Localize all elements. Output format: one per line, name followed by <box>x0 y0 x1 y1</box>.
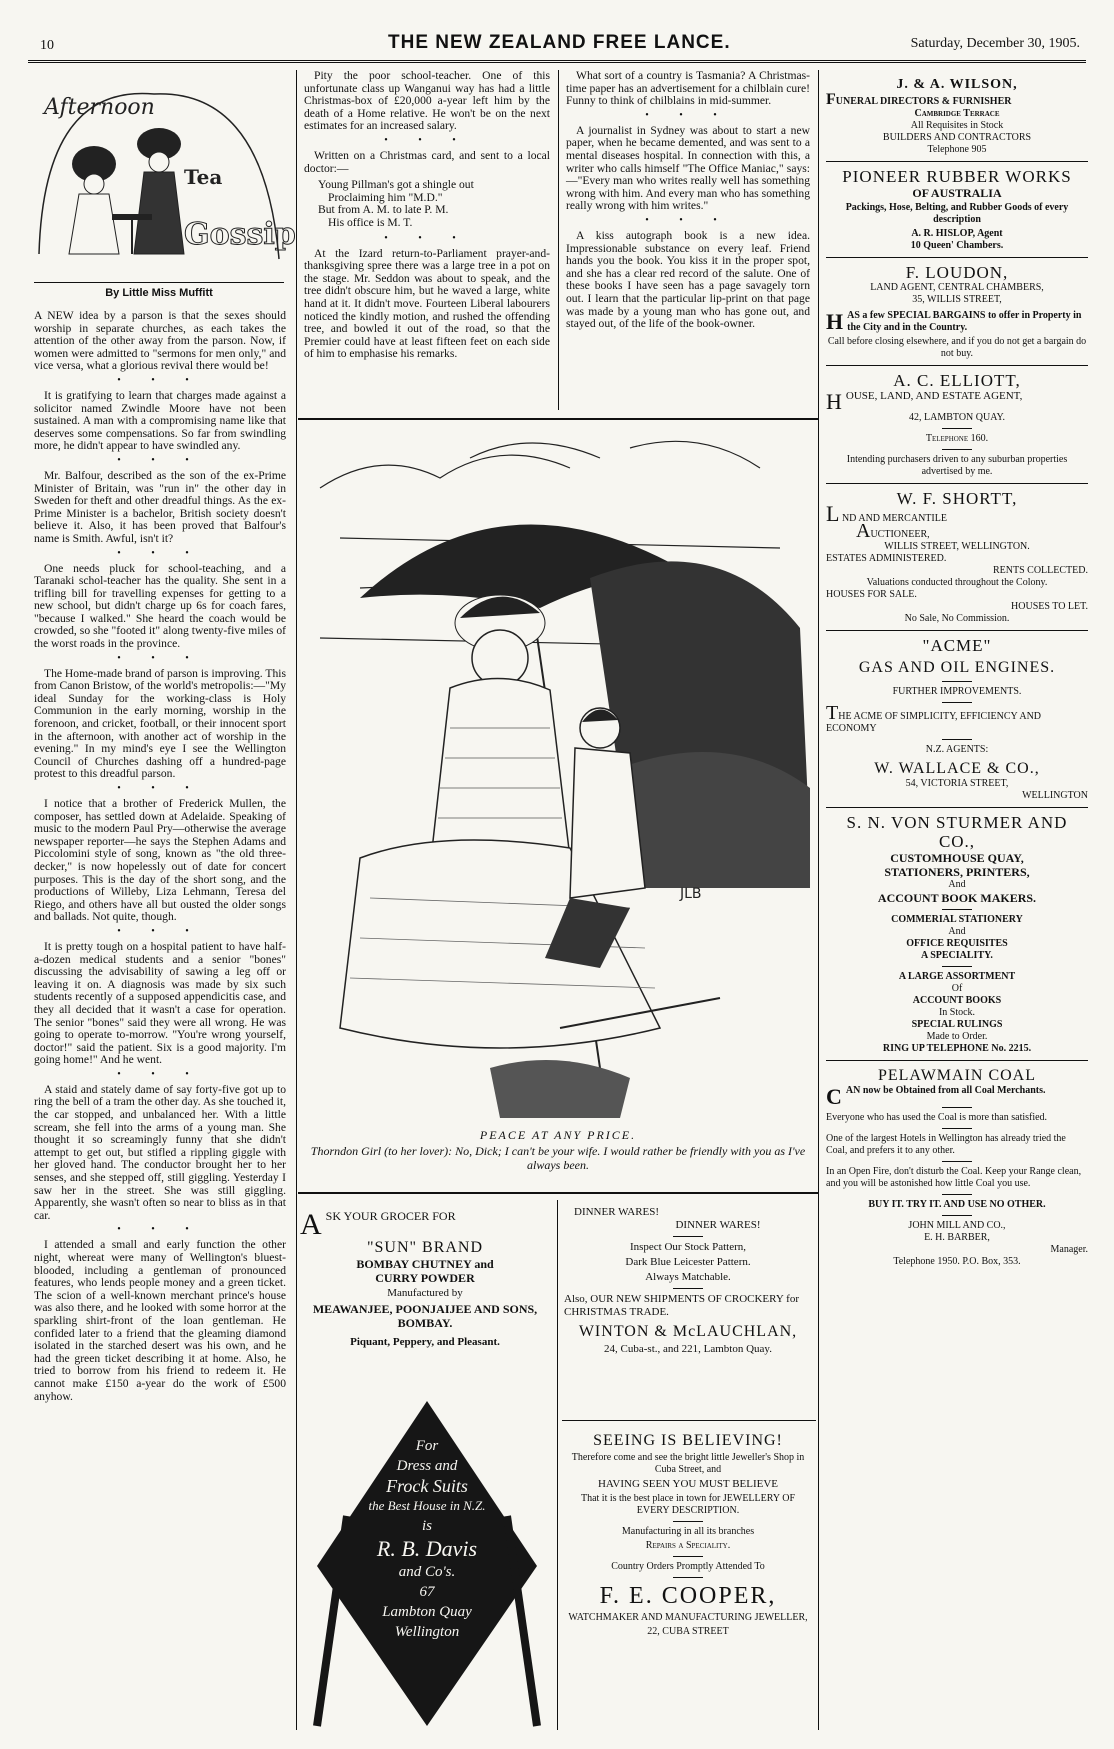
shortt-l5: RENTS COLLECTED. <box>993 565 1088 576</box>
byline: By Little Miss Muffitt <box>105 287 213 299</box>
cooper-l2: HAVING SEEN YOU MUST BELIEVE <box>597 1478 779 1490</box>
sturmer-l5: COMMERIAL STATIONERY <box>891 914 1023 925</box>
separator-dots: • • • <box>117 374 203 386</box>
davis-line: Frock Suits <box>386 1476 468 1496</box>
coal-l1 <box>826 1084 1088 1109</box>
article-paragraph: I notice that a brother of Frederick Mullen, the composer, has settled down at Adelaide. Speaking of music to the modern Paul Pry—otherwise the average newspaper reporter—he says the Stephen Adams and Piccolomini style of song, known as "the old three-decker," is now hopelessly out of date for concert purposes. This is the day of the short song, and the productions of Willeby, Liza Lehmann, Teresa del Riego, and others have all but ousted the older songs and ballads. Not quite, though. <box>34 797 286 924</box>
cartoon-illustration <box>300 428 816 1118</box>
article-paragraph: A staid and stately dame of say forty-five got up to ring the bell of a tram the other day. As she touched it, the car stopped, and unbalanced her. With a little scream, she fell into the arms of a young man. She thought it so screamingly funny that she didn't attempt to get out, but stifled a rippling giggle with her gloved hand. The conductor brought her to her senses, and she stepped off, still giggling. Yesterday I saw her in the street. She was still giggling. Apparently, she wasn't often so near to bliss as in that car. <box>34 1082 286 1222</box>
sturmer-l3: And <box>948 879 966 890</box>
sturmer-l11: ACCOUNT BOOKS <box>912 995 1002 1006</box>
sturmer-l7: OFFICE REQUISITES <box>906 938 1008 949</box>
rule <box>942 702 972 703</box>
coal-l2: Everyone who has used the Coal is more than satisfied. <box>826 1112 1048 1123</box>
byline-rule <box>34 282 284 283</box>
sturmer-l1: CUSTOMHOUSE QUAY, <box>890 851 1024 865</box>
winton-firm: WINTON & McLAUCHLAN, <box>578 1323 798 1340</box>
rule <box>942 1194 972 1195</box>
coal-l1-text: AN now be Obtained from all Coal Merchants. <box>845 1085 1046 1096</box>
cartoon-top-rule <box>298 418 818 420</box>
article-paragraph: What sort of a country is Tasmania? A Christmas-time paper has an advertisement for a chilblain cure! Funny to think of chilblains in mid-summer. <box>566 69 811 108</box>
column-1-text <box>34 310 286 1730</box>
ad-separator <box>826 161 1088 162</box>
elliott-name: A. C. ELLIOTT, <box>893 371 1021 390</box>
verse <box>304 179 550 229</box>
cartoon-caption <box>300 1144 816 1172</box>
cooper-head: SEEING IS BELIEVING! <box>593 1432 783 1449</box>
rule <box>673 1521 703 1522</box>
svg-text:Gossip: Gossip <box>184 217 296 252</box>
winton-ad <box>564 1206 812 1416</box>
cooper-l3: That it is the best place in town for JEWELLERY OF EVERY DESCRIPTION. <box>580 1493 796 1516</box>
coal-l4: In an Open Fire, don't disturb the Coal. Keep your Range clean, and you will be astonished how little Coal you use. <box>826 1166 1082 1189</box>
elliott-l2: 42, LAMBTON QUAY. <box>909 412 1005 423</box>
acme-l6: 54, VICTORIA STREET, <box>905 778 1009 789</box>
pioneer-l2: Packings, Hose, Belting, and Rubber Goods of every description <box>845 202 1069 225</box>
issue-date: Saturday, December 30, 1905. <box>910 36 1080 51</box>
loudon-l1: LAND AGENT, CENTRAL CHAMBERS, <box>870 282 1044 293</box>
winton-l1: DINNER WARES! <box>574 1206 660 1218</box>
verse-line: Young Pillman's got a shingle out <box>318 178 474 192</box>
shortt-l4: ESTATES ADMINISTERED. <box>826 553 947 564</box>
acme-l4: N.Z. AGENTS: <box>925 744 989 755</box>
article-paragraph: Written on a Christmas card, and sent to a local doctor:— <box>304 148 550 175</box>
loudon-l2: 35, WILLIS STREET, <box>912 294 1002 305</box>
davis-ad-text <box>332 1436 522 1642</box>
acme-l1: GAS AND OIL ENGINES. <box>858 659 1056 676</box>
column-rule <box>557 1200 558 1730</box>
elliott-l4: Intending purchasers driven to any suburban properties advertised by me. <box>846 454 1068 477</box>
ad-separator <box>826 365 1088 366</box>
sun-tagline: Piquant, Peppery, and Pleasant. <box>350 1336 500 1348</box>
acme-l3-text: HE ACME OF SIMPLICITY, EFFICIENCY AND ECONOMY <box>826 711 1042 734</box>
davis-line: is <box>421 1518 432 1534</box>
article-paragraph: A NEW idea by a parson is that the sexes should worship in separate churches, as each takes the attention of the other away from the parson. Now, if women were admitted to "sermons for men only," and vice versa, what a glorious revival there would be! <box>34 309 286 373</box>
wilson-l4: BUILDERS AND CONTRACTORS <box>882 132 1032 143</box>
acme-l2: FURTHER IMPROVEMENTS. <box>892 686 1022 697</box>
sturmer-name: S. N. VON STURMER AND CO., <box>846 813 1068 851</box>
rule <box>942 1215 972 1216</box>
acme-name: "ACME" <box>922 636 992 655</box>
elliott-l1-text: OUSE, LAND, AND ESTATE AGENT, <box>845 390 1023 402</box>
article-paragraph: I attended a small and early function the other night, whereat were many of Wellington's bluest-blooded, including a gentleman of pronounced features, who lends people money and a green ticket. The scion of a well-known merchant prince's house was also there, and he looked with some horror at the sparkling shirt-front of the loan gentleman. He confided later to a friend that the gleaming diamond isolated in the starched desert was his own, and he had the green ticket describing it at home. Also, he tried to borrow from his friend to redeem it. He cannot make £150 a-year do the work of £500 anyhow. <box>34 1238 286 1403</box>
separator-dots: • • • <box>117 454 203 466</box>
wilson-l3: All Requisites in Stock <box>910 120 1004 131</box>
cooper-l6: Country Orders Promptly Attended To <box>611 1561 765 1572</box>
pioneer-name: PIONEER RUBBER WORKS <box>842 167 1072 186</box>
separator-dots: • • • <box>384 134 470 146</box>
coal-name: PELAWMAIN COAL <box>877 1067 1037 1084</box>
loudon-name: F. LOUDON, <box>905 263 1009 282</box>
separator-dots: • • • <box>117 1068 203 1080</box>
column-rule <box>818 70 819 1730</box>
masthead-title: THE NEW ZEALAND FREE LANCE. <box>388 32 731 53</box>
davis-line: R. B. Davis <box>376 1536 478 1561</box>
shortt-l7: HOUSES FOR SALE. <box>826 589 917 600</box>
separator-dots: • • • <box>384 232 470 244</box>
rule <box>942 1128 972 1129</box>
cooper-l4: Manufacturing in all its branches <box>621 1526 755 1537</box>
sun-products: BOMBAY CHUTNEY and <box>356 1257 494 1271</box>
rule <box>942 681 972 682</box>
sun-by: Manufactured by <box>387 1287 463 1299</box>
ad-divider <box>562 1420 816 1421</box>
shortt-l1-text: ND AND MERCANTILE <box>841 513 947 524</box>
rule <box>942 1161 972 1162</box>
separator-dots: • • • <box>117 1224 203 1236</box>
rule <box>942 449 972 450</box>
separator-dots: • • • <box>645 214 731 226</box>
davis-ad <box>312 1396 542 1726</box>
verse-line: But from A. M. to late P. M. <box>318 203 449 217</box>
loudon-l3 <box>826 310 1088 334</box>
beach-couple-drawing <box>300 428 816 1118</box>
davis-line: Dress and <box>396 1458 458 1474</box>
page-header <box>28 30 1086 63</box>
ad-separator <box>826 807 1088 808</box>
coal-l9: Telephone 1950. P.O. Box, 353. <box>893 1256 1021 1267</box>
davis-line: Lambton Quay <box>382 1604 472 1620</box>
column-rule <box>296 70 297 1730</box>
article-paragraph: At the Izard return-to-Parliament prayer-and-thanksgiving spree there was a large tree in a pot on the stage. Mr. Seddon was about to speak, and the tree didn't obscure him, but he waved a large, white hand at it. It didn't move. Fourteen Liberal labourers noticed the kindly motion, and rushed the offending tree, and bowled it out of the road, so that the Premier could have at least fifteen feet on each side of him to emphasise his remarks. <box>304 246 550 361</box>
sun-dropcap: A <box>300 1208 322 1241</box>
sturmer-l15: RING UP TELEPHONE No. 2215. <box>882 1043 1032 1054</box>
coal-l6: JOHN MILL AND CO., <box>908 1220 1006 1231</box>
svg-text:Tea: Tea <box>184 165 223 189</box>
pioneer-l3: A. R. HISLOP, Agent <box>911 228 1003 239</box>
sturmer-l14: Made to Order. <box>926 1031 988 1042</box>
ad-separator <box>826 1060 1088 1061</box>
verse-line: Proclaiming him "M.D." <box>328 190 443 204</box>
separator-dots: • • • <box>117 783 203 794</box>
elliott-dropcap: H <box>826 389 842 414</box>
sturmer-l13: SPECIAL RULINGS <box>911 1019 1003 1030</box>
rule <box>673 1288 703 1289</box>
caption-stage: (to her lover) <box>384 1144 449 1158</box>
sun-products-2: CURRY POWDER <box>375 1271 475 1285</box>
cooper-name: F. E. COOPER, <box>599 1583 777 1609</box>
sturmer-l12: In Stock. <box>938 1007 976 1018</box>
loudon-l3-text: AS a few SPECIAL BARGAINS to offer in Property in the City and in the Country. <box>847 310 1082 333</box>
rule <box>673 1236 703 1237</box>
verse-line: His office is M. T. <box>328 215 413 229</box>
column-3-text <box>566 70 810 410</box>
shortt-l2-text: UCTIONEER, <box>870 529 930 540</box>
rule <box>942 428 972 429</box>
davis-line: Wellington <box>394 1624 460 1640</box>
rule <box>673 1556 703 1557</box>
acme-l7: WELLINGTON <box>1022 790 1088 801</box>
shortt-l3: WILLIS STREET, WELLINGTON. <box>884 541 1030 552</box>
coal-l7: E. H. BARBER, <box>924 1232 990 1243</box>
sturmer-l8: A SPECIALITY. <box>921 950 993 961</box>
davis-line: and Co's. <box>398 1564 456 1580</box>
sturmer-l2: STATIONERS, PRINTERS, <box>884 865 1030 879</box>
cooper-l5: Repairs a Speciality. <box>645 1540 731 1551</box>
wilson-l1-text: UNERAL DIRECTORS & FURNISHER <box>835 96 1012 107</box>
separator-dots: • • • <box>645 109 731 121</box>
column-rule <box>558 70 559 410</box>
article-paragraph: Mr. Balfour, described as the son of the ex-Prime Minister of Britain, was "run in" the other day in Sweden for theft and other dreadful things. As the ex-Prime Minister is a bachelor, British society doesn't believe it. Also, it has been proved that Balfour's name is Smith. Awful, isn't it? <box>34 468 286 545</box>
sturmer-l6: And <box>948 926 966 937</box>
wilson-l5: Telephone 905 <box>927 144 987 155</box>
sun-line1 <box>300 1208 550 1241</box>
wilson-l1: FUNERAL DIRECTORS & FURNISHER <box>826 91 1012 108</box>
svg-text:JLB: JLB <box>680 886 702 902</box>
shortt-l8: HOUSES TO LET. <box>1011 601 1088 612</box>
sun-brand-ad <box>300 1204 550 1374</box>
rule <box>942 739 972 740</box>
rule <box>942 1107 972 1108</box>
right-ads-column <box>826 72 1088 1732</box>
sturmer-l9: A LARGE ASSORTMENT <box>898 971 1016 982</box>
acme-l3: THE ACME OF SIMPLICITY, EFFICIENCY AND ECONOMY <box>826 702 1042 734</box>
coal-dropcap: C <box>826 1084 842 1109</box>
caption-speaker: Thorndon Girl <box>310 1144 382 1158</box>
shortt-l6: Valuations conducted throughout the Colony. <box>866 577 1048 588</box>
sturmer-l10: Of <box>951 983 963 994</box>
separator-dots: • • • <box>117 652 203 664</box>
winton-addr: 24, Cuba-st., and 221, Lambton Quay. <box>604 1343 772 1355</box>
sun-maker: MEAWANJEE, POONJAIJEE AND SONS, BOMBAY. <box>312 1302 538 1330</box>
winton-l6: Also, OUR NEW SHIPMENTS OF CROCKERY for CHRISTMAS TRADE. <box>564 1293 799 1318</box>
winton-l2: DINNER WARES! <box>675 1219 761 1231</box>
davis-line: the Best House in N.Z. <box>368 1498 486 1513</box>
cartoon-title: PEACE AT ANY PRICE. <box>479 1128 637 1142</box>
cartoon-bottom-rule <box>298 1192 818 1194</box>
pioneer-l1: OF AUSTRALIA <box>912 186 1002 200</box>
ad-separator <box>826 483 1088 484</box>
separator-dots: • • • <box>117 925 203 937</box>
article-paragraph: The Home-made brand of parson is improving. This from Canon Bristow, of the world's metropolis:—"My ideal Sunday for the working-class is Holy Communion in the early morning, worship in the forenoon, and cricket, football, or their innocent sport in the afternoon, with another act of worship in the evening." In my mind's eye I see the Wellington Council of Churches dashing off a hundred-page protest to this dreadful parson. <box>34 666 286 781</box>
shortt-l1: L ND AND MERCANTILE <box>826 501 947 526</box>
article-paragraph: A journalist in Sydney was about to start a new paper, when he became demented, and was sent to a mental diseases hospital. In connection with this, a writer who calls himself "The Office Maniac," says:—"Every man who writes really well has something wrong with him. And every man who has something really wrong with him writes." <box>566 123 810 213</box>
gossip-heading-art <box>34 74 296 274</box>
acme-l5: W. WALLACE & CO., <box>874 760 1040 777</box>
sun-line1-text: SK YOUR GROCER FOR <box>325 1209 456 1223</box>
column-2-text <box>304 70 550 410</box>
article-paragraph: A kiss autograph book is a new idea. Impressionable substance on every leaf. Friend hands you the book. You kiss it in the proper spot, and she has a clear red record of the salute. One of these books I have seen has a page savagely torn out. I learn that the particular lip-print on that page was made by a young man who has gone out, and stayed out, of the life of the book-owner. <box>566 228 810 331</box>
winton-l5: Always Matchable. <box>645 1271 731 1283</box>
article-paragraph: Pity the poor school-teacher. One of this unfortunate class up Wanganui way has had a little Christmas-box of £20,000 a-year left him by the death of a Home relative. He won't be on the next estimates for an increased salary. <box>304 69 550 133</box>
ad-separator <box>826 257 1088 258</box>
coal-l5: BUY IT. TRY IT. AND USE NO OTHER. <box>868 1199 1046 1210</box>
davis-line: For <box>415 1438 439 1454</box>
separator-dots: • • • <box>117 547 203 559</box>
winton-l3: Inspect Our Stock Pattern, <box>629 1241 747 1253</box>
shortt-l9: No Sale, No Commission. <box>904 613 1010 624</box>
article-paragraph: It is gratifying to learn that charges made against a solicitor named Zwindle Moore have not been sustained. A man with a compromising name like that deserves some compensations. So far from swindling more, he didn't appear to have swindled any. <box>34 388 286 453</box>
cooper-ad <box>564 1428 812 1728</box>
sturmer-l4: ACCOUNT BOOK MAKERS. <box>877 891 1037 905</box>
coal-l3: One of the largest Hotels in Wellington has already tried the Coal, and prefers it to any other. <box>826 1133 1066 1156</box>
svg-text:Afternoon: Afternoon <box>44 95 155 120</box>
cooper-l1: Therefore come and see the bright little Jeweller's Shop in Cuba Street, and <box>571 1452 805 1475</box>
shortt-l2: AUCTIONEER, <box>856 520 930 542</box>
winton-l4: Dark Blue Leicester Pattern. <box>625 1256 751 1268</box>
article-paragraph: It is pretty tough on a hospital patient to have half-a-dozen medical students and a senior "bones" discussing the advisability of sawing a leg off or leaving it on. A diagnosis was made by six such students recently of a supposed appendicitis case, and they all decided that it wasn't a case for operation. The senior "bones" said they were all wrong. He was going to operate to-morrow. "You're wrong yourself, doctor!" said the patient. Six is a good majority. I'm going home!" And he went. <box>34 939 286 1067</box>
davis-line: 67 <box>419 1584 435 1600</box>
pioneer-l4: 10 Queen' Chambers. <box>910 240 1004 251</box>
rule <box>673 1577 703 1578</box>
wilson-name: J. & A. WILSON, <box>896 77 1018 92</box>
coal-l8: Manager. <box>1050 1244 1088 1255</box>
wilson-l2: Cambridge Terrace <box>914 108 1000 119</box>
shortt-name: W. F. SHORTT, <box>896 489 1018 508</box>
page-number: 10 <box>40 38 54 53</box>
rule <box>942 966 972 967</box>
elliott-l1 <box>826 389 1088 414</box>
rule <box>942 909 972 910</box>
sun-brand-name: "SUN" BRAND <box>366 1239 484 1256</box>
ad-separator <box>826 630 1088 631</box>
loudon-dropcap: H <box>826 309 844 334</box>
article-paragraph: One needs pluck for school-teaching, and a Taranaki schol-teacher has the quality. She sent in a trifling bill for travelling expenses for getting to a new school, but didn't charge up 6s for coach fares, "because I walked." She heard the coach would be crowded, so she "footed it" along twenty-five miles of the worst roads in the province. <box>34 561 286 651</box>
afternoon-tea-illustration <box>34 74 296 274</box>
cooper-addr: 22, CUBA STREET <box>647 1626 729 1637</box>
elliott-l3: Telephone 160. <box>925 433 989 444</box>
caption-line: : No, Dick; I can't be your wife. I would rather be friendly with you as I've always been. <box>448 1144 806 1172</box>
loudon-l4: Call before closing elsewhere, and if you do not get a bargain do not buy. <box>827 336 1087 359</box>
cooper-trade: WATCHMAKER AND MANUFACTURING JEWELLER, <box>568 1612 808 1623</box>
